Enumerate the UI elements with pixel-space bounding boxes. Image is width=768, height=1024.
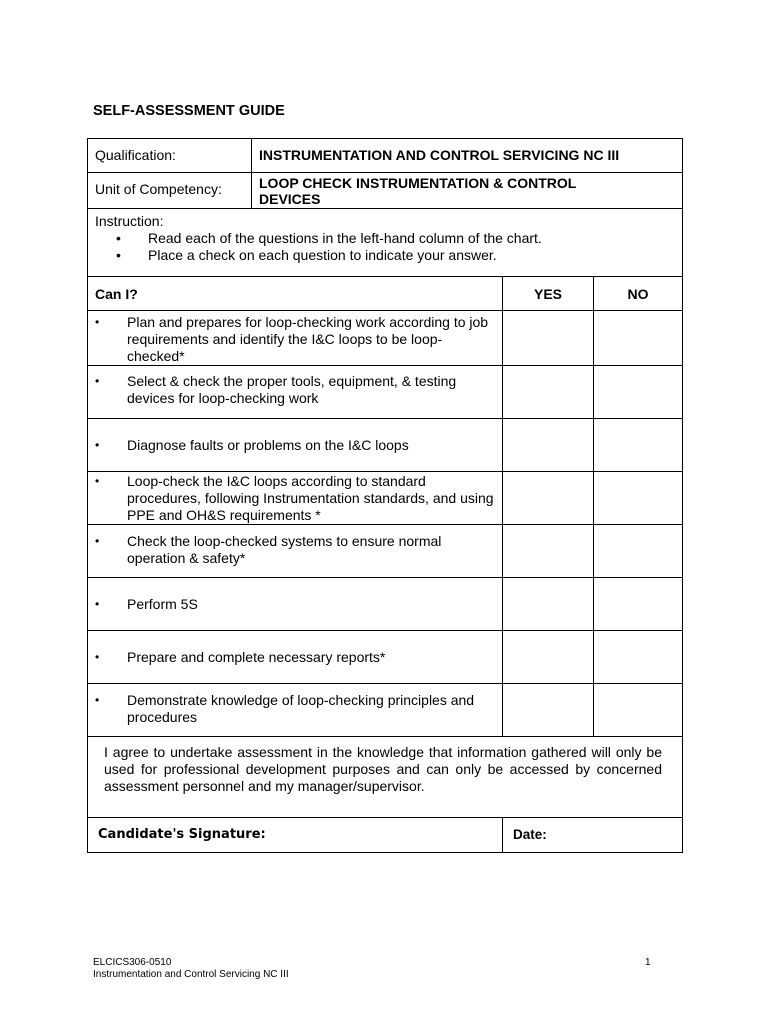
unit-label: Unit of Competency: [88,173,252,209]
no-checkbox-cell[interactable] [594,419,683,472]
question-row [88,366,683,419]
question-cell [88,578,503,631]
page-title: SELF-ASSESSMENT GUIDE [93,103,285,119]
qualification-row [88,139,683,173]
yes-checkbox-cell[interactable] [503,525,594,578]
question-text: Loop-check the I&C loops according to standard procedures, following Instrumentation standards, and using PPE and OH&S requirements * [127,473,494,523]
instruction-item: • Place a check on each question to indicate your answer. [95,247,682,264]
date-field[interactable]: Date: [503,818,683,853]
bullet-icon: • [95,649,100,664]
question-row [88,631,683,684]
no-checkbox-cell[interactable] [594,631,683,684]
no-checkbox-cell[interactable] [594,366,683,419]
bullet-icon: • [95,374,100,388]
question-cell [88,631,503,684]
header-yes: YES [503,277,594,311]
bullet-icon: • [95,474,100,488]
question-cell [88,684,503,737]
unit-value [252,173,683,209]
unit-row [88,173,683,209]
qualification-label: Qualification: [88,139,252,173]
no-checkbox-cell[interactable] [594,311,683,366]
question-cell [88,525,503,578]
question-row [88,684,683,737]
question-row [88,578,683,631]
instruction-row [88,209,683,277]
yes-checkbox-cell[interactable] [503,631,594,684]
signature-row [88,818,683,853]
question-row [88,525,683,578]
no-checkbox-cell[interactable] [594,472,683,525]
question-text: Plan and prepares for loop-checking work according to job requirements and identify the I&C loops to be loop-checked* [127,314,489,364]
footer-code: ELCICS306-0510 [93,957,172,968]
footer-left [93,957,289,981]
question-text: Check the loop-checked systems to ensure normal operation & safety* [127,533,442,566]
header-question: Can I? [88,277,503,311]
agreement-text: I agree to undertake assessment in the knowledge that information gathered will only be used for professional development purposes and can only be accessed by concerned assessment personnel and my manager/supervisor. [88,737,683,818]
no-checkbox-cell[interactable] [594,525,683,578]
qualification-value: INSTRUMENTATION AND CONTROL SERVICING NC III [252,139,683,173]
bullet-icon: • [95,437,100,452]
question-cell [88,311,503,366]
bullet-icon: • [95,534,100,548]
bullet-icon: • [95,596,100,611]
instruction-item: • Read each of the questions in the left-hand column of the chart. [95,230,682,247]
footer-qualification: Instrumentation and Control Servicing NC III [93,969,289,980]
yes-checkbox-cell[interactable] [503,472,594,525]
page-number: 1 [645,957,651,968]
agreement-row [88,737,683,818]
question-text: Prepare and complete necessary reports* [127,648,386,665]
unit-value-line-2: DEVICES [259,191,321,207]
table-header-row [88,277,683,311]
bullet-icon: • [95,315,100,329]
bullet-icon: • [95,693,100,707]
question-text: Perform 5S [127,595,198,612]
question-text: Diagnose faults or problems on the I&C loops [127,436,409,453]
yes-checkbox-cell[interactable] [503,311,594,366]
no-checkbox-cell[interactable] [594,684,683,737]
instruction-label: Instruction: [95,213,164,229]
no-checkbox-cell[interactable] [594,578,683,631]
assessment-table [87,138,683,853]
question-text: Select & check the proper tools, equipment, & testing devices for loop-checking work [127,373,457,406]
question-cell [88,472,503,525]
question-text: Demonstrate knowledge of loop-checking principles and procedures [127,692,475,725]
question-cell [88,366,503,419]
signature-field[interactable]: Candidate's Signature: [88,818,503,853]
yes-checkbox-cell[interactable] [503,366,594,419]
yes-checkbox-cell[interactable] [503,419,594,472]
header-no: NO [594,277,683,311]
unit-value-line-1: LOOP CHECK INSTRUMENTATION & CONTROL [259,175,577,191]
instruction-list [95,230,682,264]
question-row [88,472,683,525]
instruction-cell [88,209,683,277]
question-row [88,311,683,366]
yes-checkbox-cell[interactable] [503,578,594,631]
question-cell [88,419,503,472]
question-row [88,419,683,472]
yes-checkbox-cell[interactable] [503,684,594,737]
